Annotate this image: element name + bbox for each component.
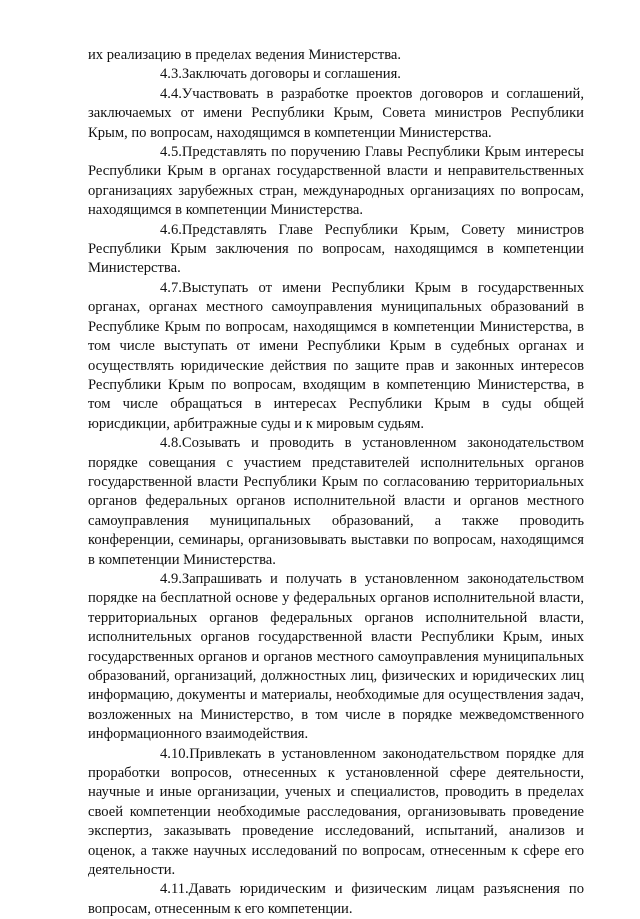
paragraph-4-9 <box>88 570 584 745</box>
paragraph-4-7 <box>88 279 584 434</box>
paragraph-number: 4.9. <box>160 570 182 587</box>
paragraph-text: их реализацию в пределах ведения Министерства. <box>88 47 402 63</box>
paragraph-number: 4.5. <box>160 144 182 161</box>
paragraph-text: Выступать от имени Республики Крым в государственных органах, органах местного самоуправления муниципальных образований в Республике Крым по вопросам, находящимся в компетенции Министерства, в том числе выступать от имени Республики Крым в судебных органах и осуществлять юридические действия по защите прав и законных интересов Республики Крым по вопросам, входящим в компетенцию Министерства, в том числе обращаться в интересах Республики Крым в суды общей юрисдикции, арбитражные суды и к мировым судьям. <box>88 279 584 432</box>
paragraph-4-6 <box>88 221 584 279</box>
paragraph-continuation <box>88 46 584 65</box>
paragraph-text: Участвовать в разработке проектов договоров и соглашений, заключаемых от имени Республики Крым, Совета министров Республики Крым, по вопросам, находящимся в компетенции Министерства. <box>88 85 584 141</box>
paragraph-4-8 <box>88 434 584 570</box>
paragraph-number: 4.11. <box>160 881 189 898</box>
paragraph-number: 4.10. <box>160 745 190 762</box>
paragraph-text: Созывать и проводить в установленном законодательством порядке совещания с участием представителей исполнительных органов государственной власти Республики Крым по согласованию территориальных органов федеральных органов исполнительной власти и органов местного самоуправления муниципальных образований, а также проводить конференции, семинары, организовывать выставки по вопросам, находящимся в компетенции Министерства. <box>88 435 584 568</box>
paragraph-4-10 <box>88 745 584 881</box>
paragraph-text: Давать юридическим и физическим лицам разъяснения по вопросам, отнесенным к его компетенции. <box>88 881 584 917</box>
paragraph-number: 4.4. <box>160 85 182 102</box>
paragraph-4-3 <box>88 65 584 84</box>
paragraph-4-11 <box>88 880 584 919</box>
paragraph-number: 4.8. <box>160 435 182 452</box>
paragraph-text: Запрашивать и получать в установленном законодательством порядке на бесплатной основе у федеральных органов исполнительной власти, территориальных органов федеральных органов исполнительной власти, исполнительных органов государственной власти Республики Крым, иных государственных органов и органов местного самоуправления муниципальных образований, организаций, должностных лиц, физических и юридических лиц информацию, документы и материалы, необходимые для осуществления задач, возложенных на Министерство, в том числе в порядке межведомственного информационного взаимодействия. <box>88 570 584 743</box>
paragraph-text: Заключать договоры и соглашения. <box>181 66 401 83</box>
paragraph-text: Представлять по поручению Главы Республики Крым интересы Республики Крым в органах государственной власти и неправительственных организациях зарубежных стран, международных организациях по вопросам, находящимся в компетенции Министерства. <box>88 144 584 219</box>
paragraph-number: 4.7. <box>160 279 182 296</box>
paragraph-text: Привлекать в установленном законодательством порядке для проработки вопросов, отнесенных к установленной сфере деятельности, научные и иные организации, ученых и специалистов, проводить в пределах своей компетенции необходимые расследования, организовывать проведение экспертиз, заказывать проведение исследований, испытаний, анализов и оценок, а также научных исследований по вопросам, отнесенным к сфере его деятельности. <box>88 745 584 879</box>
paragraph-4-5 <box>88 143 584 221</box>
paragraph-text: Представлять Главе Республики Крым, Совету министров Республики Крым заключения по вопросам, находящимся в компетенции Министерства. <box>88 221 584 277</box>
paragraph-number: 4.6. <box>160 221 182 238</box>
paragraph-number: 4.3. <box>160 66 182 83</box>
paragraph-4-4 <box>88 85 584 143</box>
